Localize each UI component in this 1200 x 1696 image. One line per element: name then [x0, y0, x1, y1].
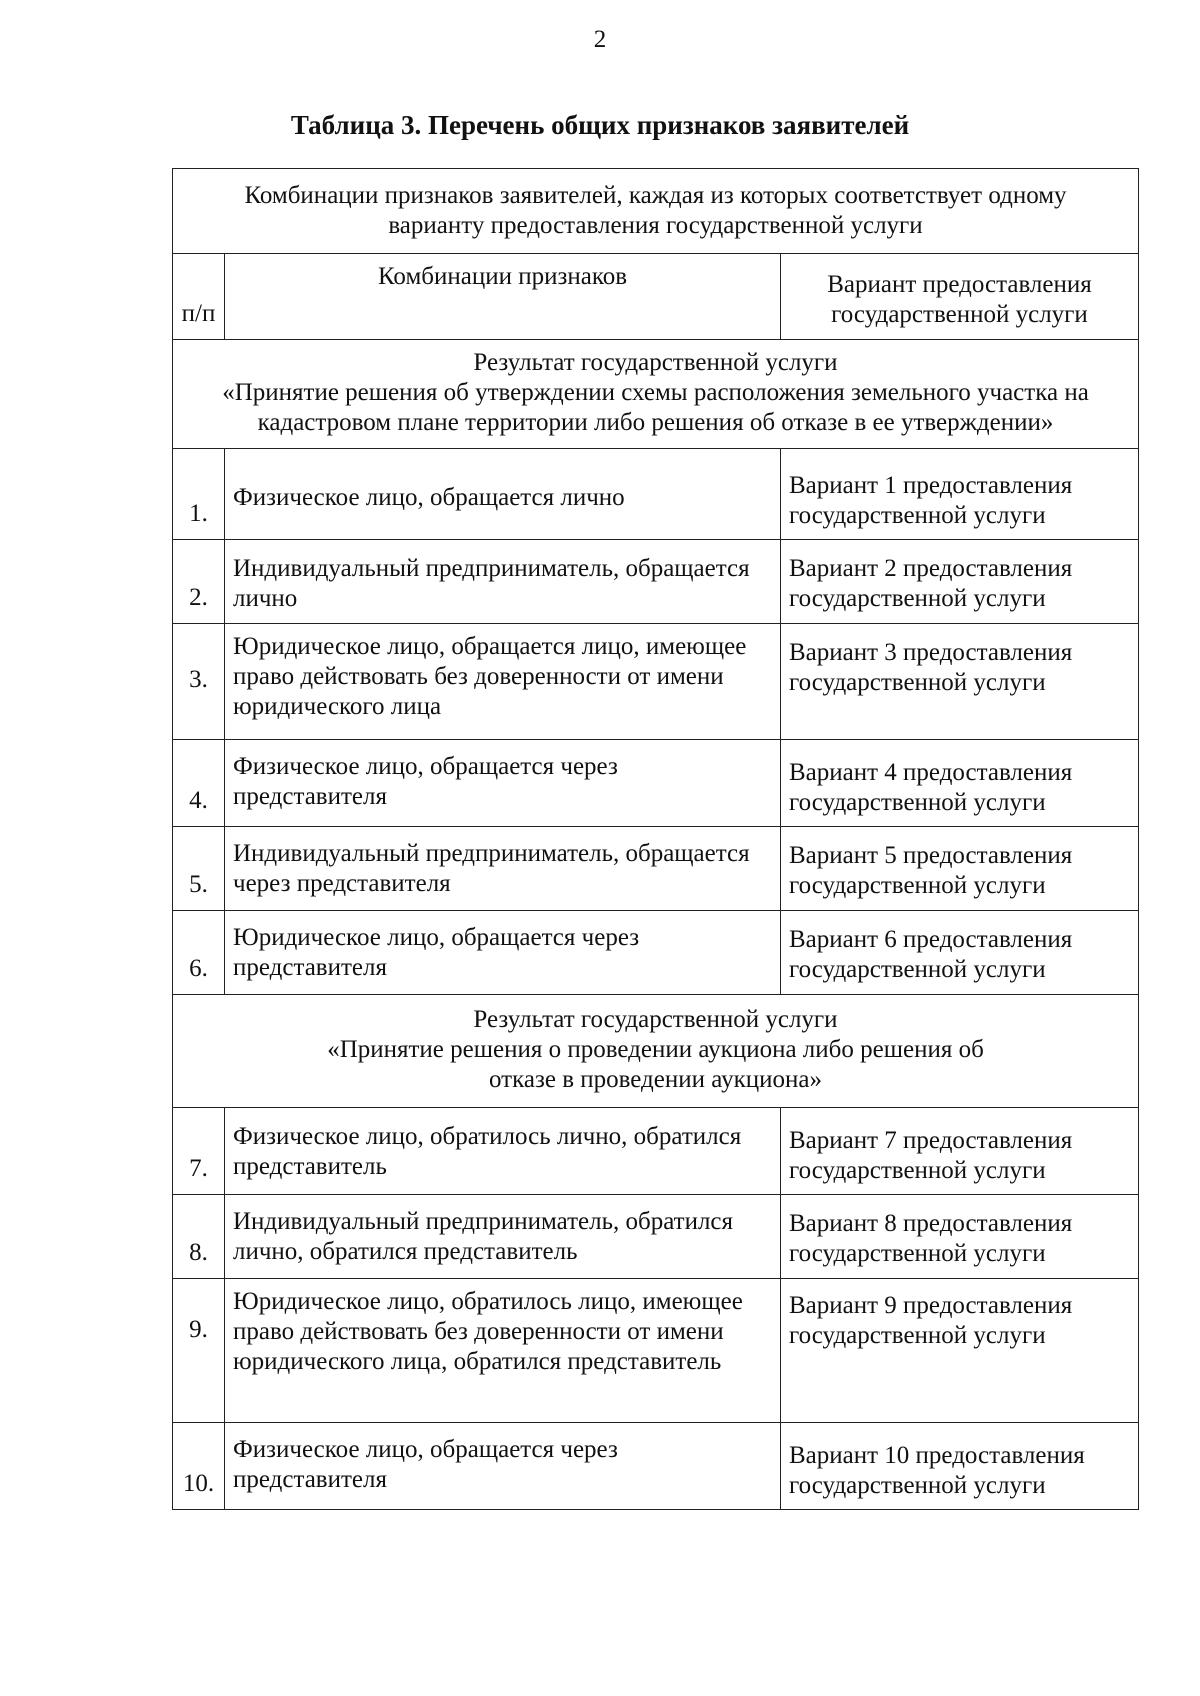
table-row: [173, 449, 1139, 540]
row-variant: Вариант 6 предоставления государственной услуги: [781, 911, 1139, 995]
row-variant: Вариант 4 предоставления государственной услуги: [781, 740, 1139, 827]
table-row: [173, 1195, 1139, 1279]
row-number: 5.: [173, 827, 225, 911]
row-variant: Вариант 8 предоставления государственной услуги: [781, 1195, 1139, 1279]
row-number: 4.: [173, 740, 225, 827]
table-row: [173, 1108, 1139, 1195]
section-result-name: «Принятие решения о проведении аукциона либо решения об отказе в проведении аукциона»: [327, 1036, 984, 1093]
row-combo: Индивидуальный предприниматель, обращается лично: [225, 540, 781, 624]
row-number: 8.: [173, 1195, 225, 1279]
section-title: Результат государственной услуги: [473, 1006, 838, 1033]
section-header-cell: [173, 340, 1139, 449]
row-combo: Физическое лицо, обращается через представителя: [225, 740, 781, 827]
table-header-top-row: [173, 169, 1139, 254]
table-row: [173, 740, 1139, 827]
row-number: 6.: [173, 911, 225, 995]
table-row: [173, 1423, 1139, 1510]
applicant-features-table-container: [172, 168, 1138, 1510]
header-variant-cell: Вариант предоставления государственной услуги: [781, 254, 1139, 340]
section-title: Результат государственной услуги: [473, 349, 838, 376]
row-number: 7.: [173, 1108, 225, 1195]
row-number: 1.: [173, 449, 225, 540]
row-variant: Вариант 2 предоставления государственной услуги: [781, 540, 1139, 624]
row-combo: Физическое лицо, обращается лично: [225, 449, 781, 540]
header-num-cell: п/п: [173, 254, 225, 340]
table-row: [173, 911, 1139, 995]
row-variant: Вариант 7 предоставления государственной услуги: [781, 1108, 1139, 1195]
row-combo: Юридическое лицо, обращается лицо, имеющее право действовать без доверенности от имени юридического лица: [225, 624, 781, 740]
row-combo: Индивидуальный предприниматель, обращается через представителя: [225, 827, 781, 911]
row-variant: Вариант 5 предоставления государственной услуги: [781, 827, 1139, 911]
page-number: 2: [593, 26, 607, 53]
row-variant: Вариант 3 предоставления государственной услуги: [781, 624, 1139, 740]
section-header-row: [173, 340, 1139, 449]
row-combo: Юридическое лицо, обращается через представителя: [225, 911, 781, 995]
row-variant: Вариант 10 предоставления государственной услуги: [781, 1423, 1139, 1510]
applicant-features-table: [172, 168, 1139, 1510]
row-combo: Юридическое лицо, обратилось лицо, имеющее право действовать без доверенности от имени юридического лица, обратился представитель: [225, 1279, 781, 1423]
table-header-row: [173, 254, 1139, 340]
row-variant: Вариант 9 предоставления государственной услуги: [781, 1279, 1139, 1423]
header-top-cell: Комбинации признаков заявителей, каждая из которых соответствует одному варианту предоставления государственной услуги: [173, 169, 1139, 254]
row-number: 2.: [173, 540, 225, 624]
header-combo-cell: Комбинации признаков: [225, 254, 781, 340]
row-combo: Физическое лицо, обращается через представителя: [225, 1423, 781, 1510]
row-number: 9.: [173, 1279, 225, 1423]
section-header-row: [173, 995, 1139, 1108]
table-title: Таблица 3. Перечень общих признаков заявителей: [290, 110, 910, 140]
row-combo: Индивидуальный предприниматель, обратился лично, обратился представитель: [225, 1195, 781, 1279]
row-combo: Физическое лицо, обратилось лично, обратился представитель: [225, 1108, 781, 1195]
table-row: [173, 827, 1139, 911]
table-row: [173, 1279, 1139, 1423]
row-variant: Вариант 1 предоставления государственной услуги: [781, 449, 1139, 540]
table-row: [173, 540, 1139, 624]
section-header-cell: [173, 995, 1139, 1108]
table-row: [173, 624, 1139, 740]
row-number: 3.: [173, 624, 225, 740]
section-result-name: «Принятие решения об утверждении схемы расположения земельного участка на кадастровом плане территории либо решения об отказе в ее утверждении»: [222, 379, 1089, 436]
row-number: 10.: [173, 1423, 225, 1510]
